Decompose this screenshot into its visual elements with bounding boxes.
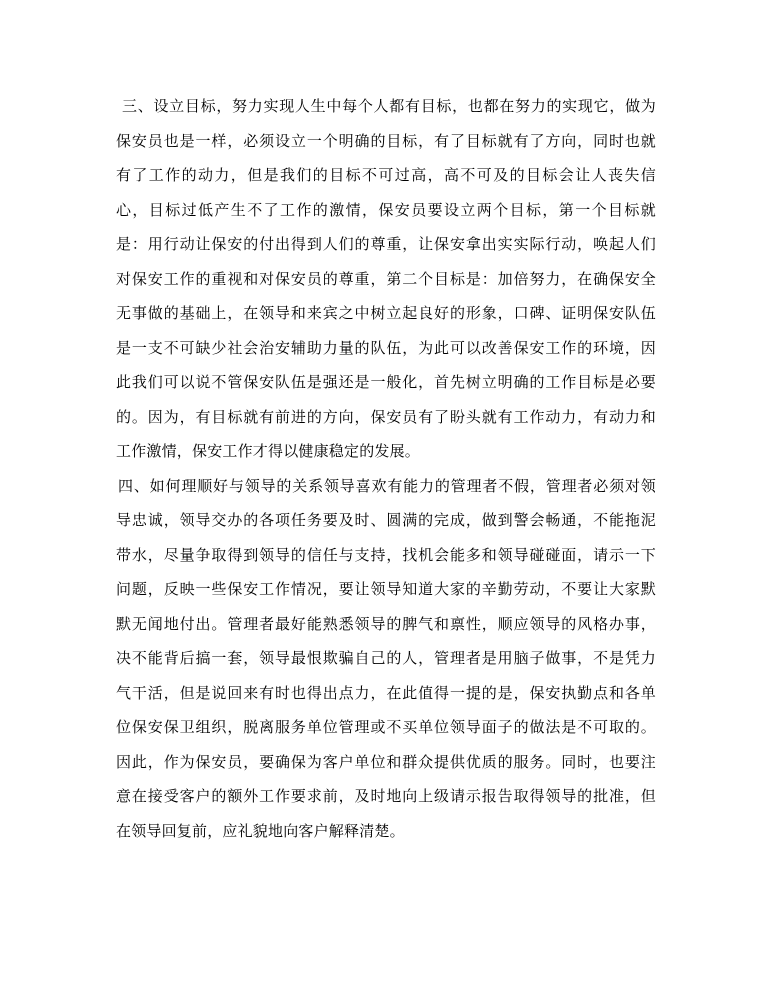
text-line: 默无闻地付出。管理者最好能熟悉领导的脾气和禀性，顺应领导的风格办事，: [116, 614, 656, 633]
text-line: 是：用行动让保安的付出得到人们的尊重，让保安拿出实实际行动，唤起人们: [116, 235, 656, 253]
document-page: [116, 89, 656, 848]
text-line: 在领导回复前，应礼貌地向客户解释清楚。: [116, 821, 405, 840]
text-line: 四、如何理顺好与领导的关系领导喜欢有能力的管理者不假，管理者必须对领: [118, 476, 656, 495]
text-line: 因此，作为保安员，要确保为客户单位和群众提供优质的服务。同时，也要注: [116, 752, 656, 771]
text-line: 对保安工作的重视和对保安员的尊重，第二个目标是：加倍努力，在确保安全: [116, 269, 656, 288]
text-line: 位保安保卫组织，脱离服务单位管理或不买单位领导面子的做法是不可取的。: [116, 718, 656, 736]
text-line: 导忠诚，领导交办的各项任务要及时、圆满的完成，做到警会畅通，不能拖泥: [116, 511, 656, 529]
text-line: 意在接受客户的额外工作要求前，及时地向上级请示报告取得领导的批准，但: [116, 787, 656, 805]
text-line: 是一支不可缺少社会治安辅助力量的队伍，为此可以改善保安工作的环境，因: [116, 338, 656, 357]
text-line: 此我们可以说不管保安队伍是强还是一般化，首先树立明确的工作目标是必要: [116, 373, 656, 391]
text-line: 的。因为，有目标就有前进的方向，保安员有了盼头就有工作动力，有动力和: [116, 407, 656, 426]
text-line: 有了工作的动力，但是我们的目标不可过高，高不可及的目标会让人丧失信: [116, 166, 656, 184]
text-line: 带水，尽量争取得到领导的信任与支持，找机会能多和领导碰碰面，请示一下: [116, 545, 656, 564]
text-line: 保安员也是一样，必须设立一个明确的目标，有了目标就有了方向，同时也就: [116, 131, 656, 150]
text-line: 决不能背后搞一套，领导最恨欺骗自己的人，管理者是用脑子做事，不是凭力: [116, 649, 656, 667]
text-line: 问题，反映一些保安工作情况，要让领导知道大家的辛勤劳动，不要让大家默: [116, 580, 656, 598]
text-line: 工作激情，保安工作才得以健康稳定的发展。: [116, 442, 421, 460]
paragraph-leader-relationship: [116, 469, 656, 849]
text-line: 无事做的基础上，在领导和来宾之中树立起良好的形象，口碑、证明保安队伍: [116, 304, 656, 322]
paragraph-goal-setting: [116, 89, 656, 469]
text-line: 三、设立目标，努力实现人生中每个人都有目标，也都在努力的实现它，做为: [122, 97, 656, 115]
text-line: 心，目标过低产生不了工作的激情，保安员要设立两个目标，第一个目标就: [116, 200, 656, 219]
text-line: 气干活，但是说回来有时也得出点力，在此值得一提的是，保安执勤点和各单: [116, 683, 656, 702]
